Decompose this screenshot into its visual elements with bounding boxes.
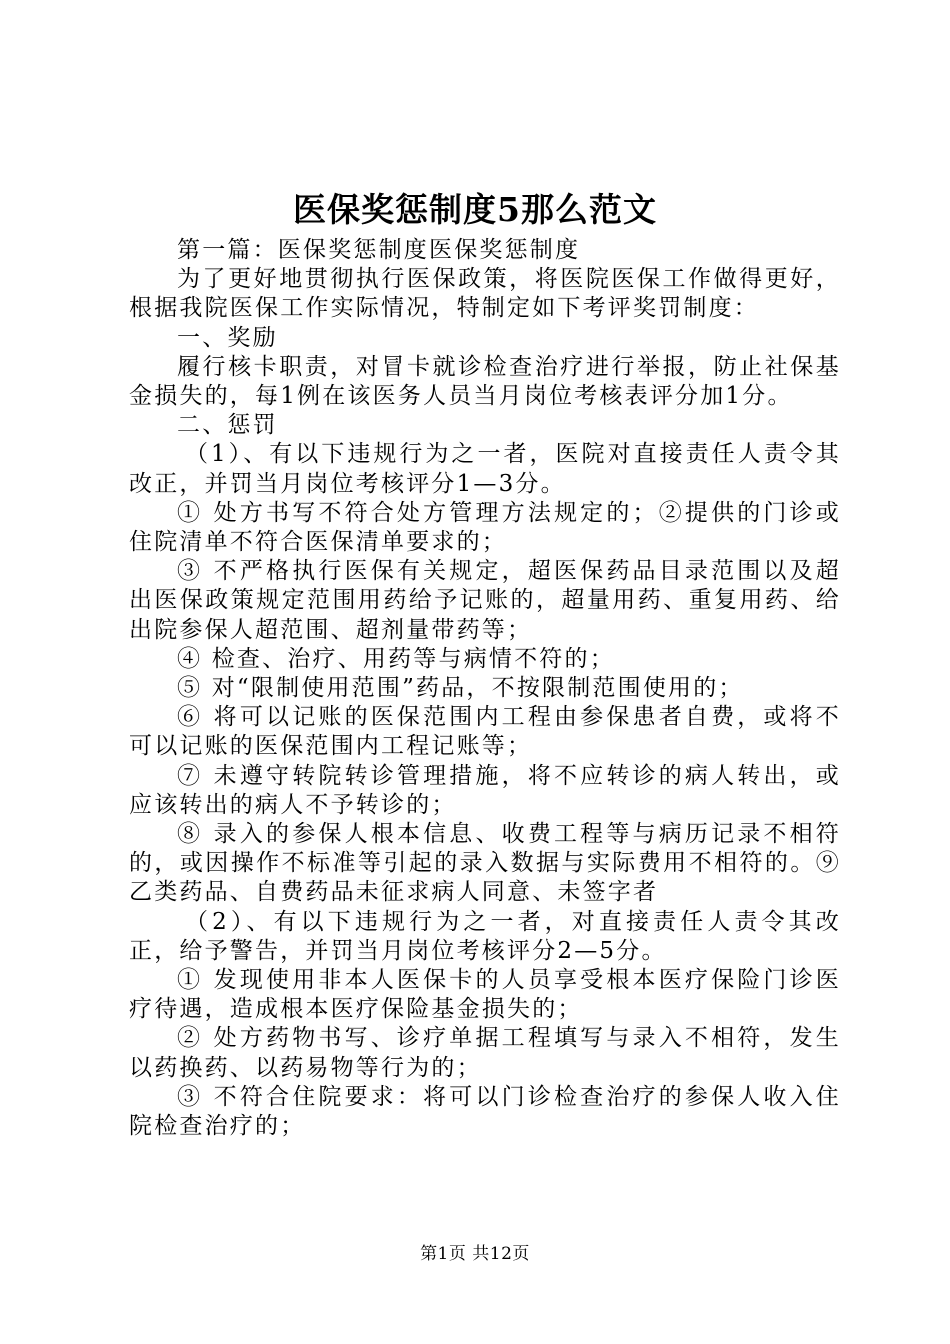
list-item: ① 发现使用非本人医保卡的人员享受根本医疗保险门诊医疗待遇，造成根本医疗保险基金损失的； bbox=[129, 967, 841, 1023]
list-item: ⑤ 对“限制使用范围”药品，不按限制范围使用的； bbox=[177, 675, 744, 702]
list-item: ⑥ 将可以记账的医保范围内工程由参保患者自费，或将不可以记账的医保范围内工程记账等； bbox=[129, 704, 841, 760]
section-heading-first-part: 第一篇：医保奖惩制度医保奖惩制度 bbox=[177, 237, 581, 263]
document-body bbox=[129, 236, 841, 1141]
list-item: ③ 不严格执行医保有关规定，超医保药品目录范围以及超出医保政策规定范围用药给予记账的，超量用药、重复用药、给出院参保人超范围、超剂量带药等； bbox=[129, 558, 841, 643]
list-item: ③ 不符合住院要求：将可以门诊检查治疗的参保人收入住院检查治疗的； bbox=[129, 1083, 841, 1140]
penalty-clause-1: （1）、有以下违规行为之一者，医院对直接责任人责令其改正，并罚当月岗位考核评分1—3分。 bbox=[129, 441, 841, 497]
reward-paragraph: 履行核卡职责，对冒卡就诊检查治疗进行举报，防止社保基金损失的，每1例在该医务人员当月岗位考核表评分加1分。 bbox=[129, 353, 841, 410]
list-item: ⑦ 未遵守转院转诊管理措施，将不应转诊的病人转出，或应该转出的病人不予转诊的； bbox=[129, 762, 841, 818]
document-title: 医保奖惩制度5那么范文 bbox=[293, 190, 657, 229]
list-item: ② 处方药物书写、诊疗单据工程填写与录入不相符，发生以药换药、以药易物等行为的； bbox=[129, 1025, 841, 1081]
section-heading-penalty: 二、惩罚 bbox=[177, 412, 278, 439]
penalty-clause-2: （2）、有以下违规行为之一者，对直接责任人责令其改正，给予警告，并罚当月岗位考核评分2—5分。 bbox=[129, 908, 841, 964]
list-item: ④ 检查、治疗、用药等与病情不符的； bbox=[177, 645, 615, 672]
section-heading-reward: 一、奖励 bbox=[177, 324, 278, 351]
list-item: ① 处方书写不符合处方管理方法规定的；②提供的门诊或住院清单不符合医保清单要求的； bbox=[129, 499, 841, 556]
list-item: ⑧ 录入的参保人根本信息、收费工程等与病历记录不相符的，或因操作不标准等引起的录入数据与实际费用不相符的。⑨乙类药品、自费药品未征求病人同意、未签字者 bbox=[129, 821, 841, 906]
page-footer: 第1页 共12页 bbox=[420, 1244, 530, 1264]
intro-paragraph: 为了更好地贯彻执行医保政策，将医院医保工作做得更好，根据我院医保工作实际情况，特制定如下考评奖罚制度： bbox=[129, 266, 841, 322]
